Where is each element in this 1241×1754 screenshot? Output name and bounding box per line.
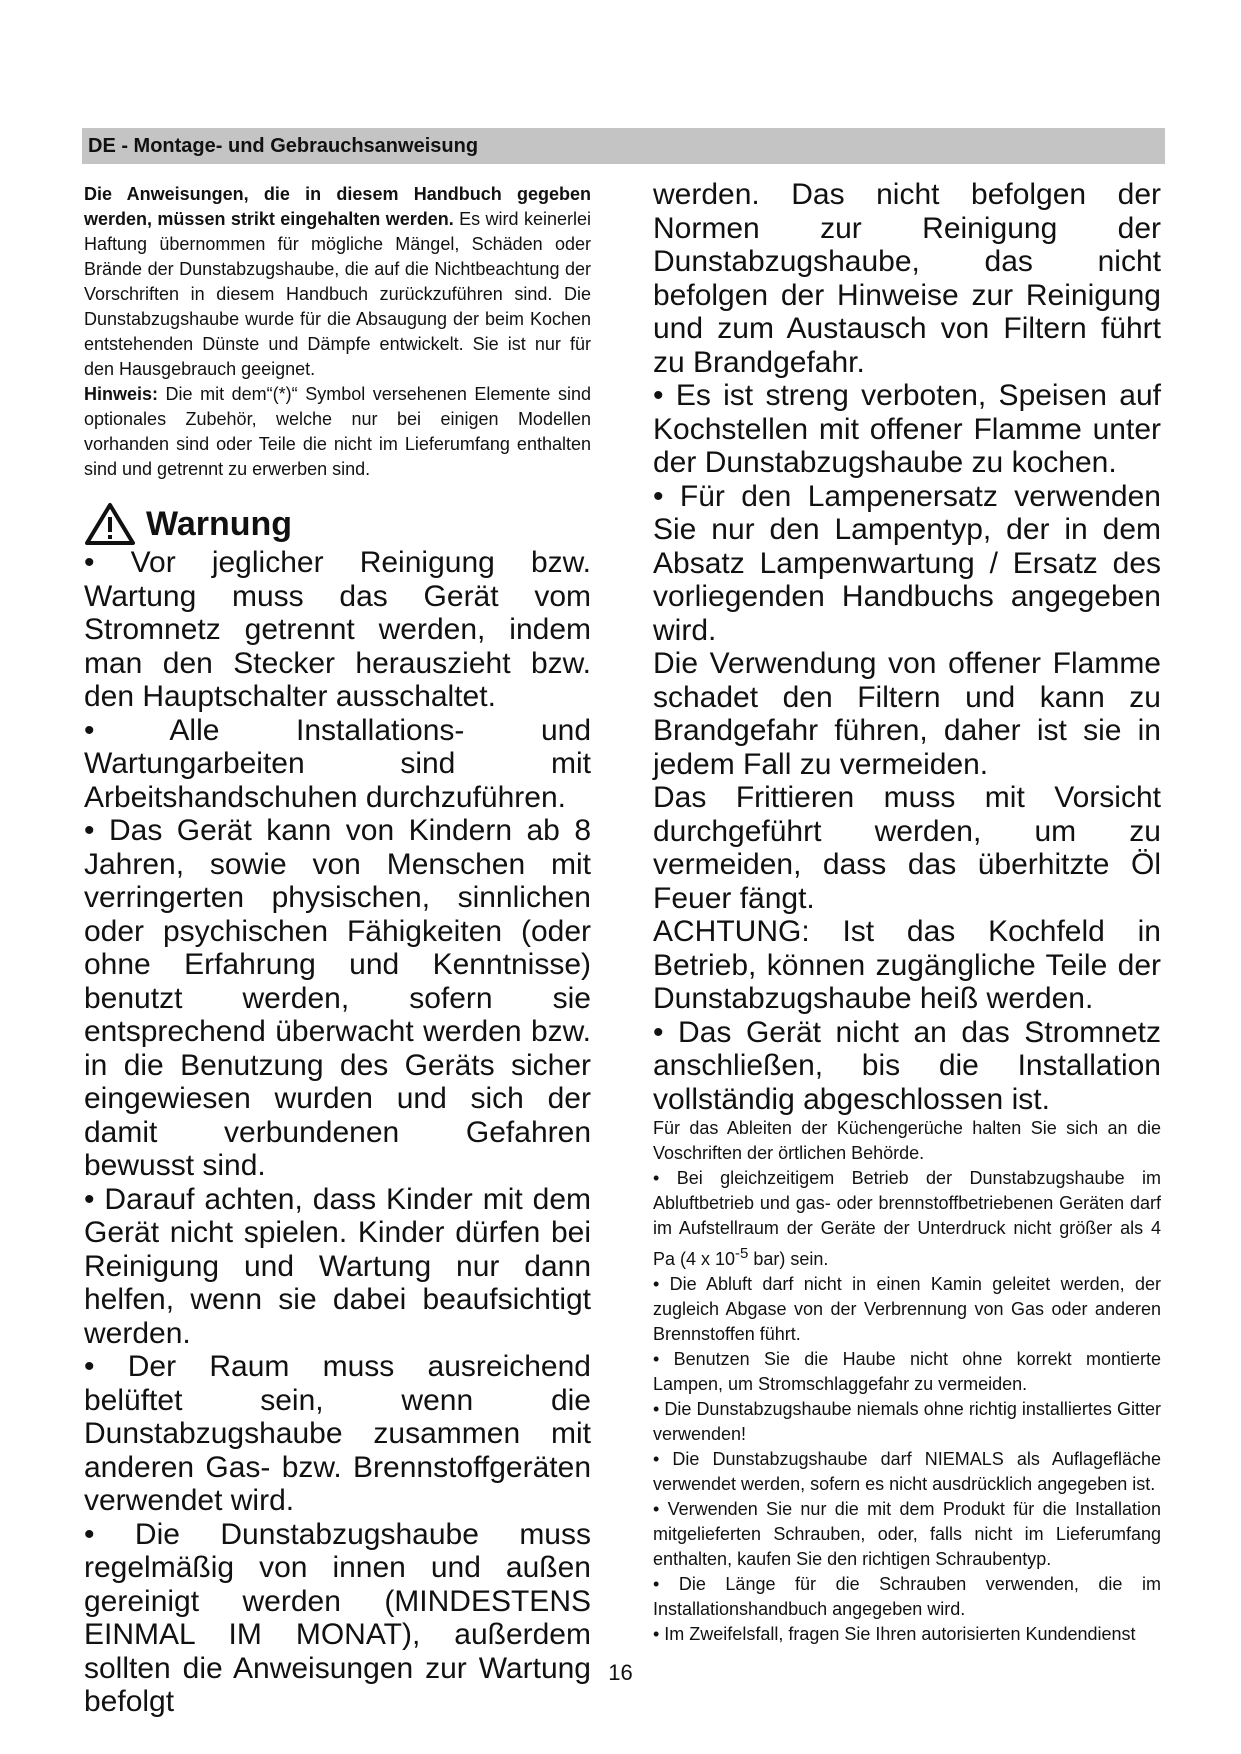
small-paragraph: • Die Dunstabzugshaube darf NIEMALS als Auflagefläche verwendet werden, sofern es nicht ausdrücklich angegeben ist. [653,1449,1161,1494]
small-paragraph: • Die Dunstabzugshaube niemals ohne richtig installiertes Gitter verwenden! [653,1399,1161,1444]
small-paragraph: • Im Zweifelsfall, fragen Sie Ihren autorisierten Kundendienst [653,1624,1136,1644]
warning-paragraph: • Für den Lampenersatz verwenden Sie nur den Lampentyp, der in dem Absatz Lampenwartung / Ersatz des vorliegenden Handbuchs angegeben wird. [653,479,1161,647]
warning-paragraph: Die Verwendung von offener Flamme schadet den Filtern und kann zu Brandgefahr führen, daher ist sie in jedem Fall zu vermeiden. [653,647,1161,781]
warning-paragraph: werden. Das nicht befolgen der Normen zur Reinigung der Dunstabzugshaube, das nicht befolgen der Hinweise zur Reinigung und zum Austausch von Filtern führt zu Brandgefahr. [653,178,1161,379]
right-column [653,178,1161,1647]
page-number: 16 [608,1660,633,1685]
warning-paragraph: • Das Gerät nicht an das Stromnetz anschließen, bis die Installation vollständig abgeschlossen ist. [653,1015,1161,1116]
section-header [82,128,1165,164]
note-paragraph [84,382,591,482]
warning-paragraph: • Vor jeglicher Reinigung bzw. Wartung muss das Gerät vom Stromnetz getrennt werden, indem man den Stecker herauszieht bzw. den Hauptschalter ausschaltet. [84,546,591,713]
warning-title: Warnung [146,504,293,543]
section-title: DE - Montage- und Gebrauchsanweisung [88,135,479,157]
intro-paragraph [84,182,591,382]
warning-paragraph: Das Frittieren muss mit Vorsicht durchgeführt werden, um zu vermeiden, dass das überhitzte Öl Feuer fängt. [653,781,1161,915]
small-paragraph: • Verwenden Sie nur die mit dem Produkt für die Installation mitgelieferten Schrauben, oder, falls nicht im Lieferumfang enthalten, kaufen Sie den richtigen Schraubentyp. [653,1499,1161,1569]
warning-triangle-icon [84,502,136,546]
intro-text: Es wird keinerlei Haftung übernommen für mögliche Mängel, Schäden oder Brände der Dunstabzugshaube, die auf die Nichtbeachtung der Vorschriften in diesem Handbuch zurückzuführen sind. Die Dunstabzugshaube wurde für die Absaugung der beim Kochen entstehenden Dünste und Dämpfe entwickelt. Sie ist nur für den Hausgebrauch geeignet. [84,209,591,379]
warning-paragraph: ACHTUNG: Ist das Kochfeld in Betrieb, können zugängliche Teile der Dunstabzugshaube heiß werden. [653,915,1161,1015]
warning-paragraph: • Das Gerät kann von Kindern ab 8 Jahren, sowie von Menschen mit verringerten physischen, sinnlichen oder psychischen Fähigkeiten (oder ohne Erfahrung und Kenntnisse) benutzt werden, sofern sie entsprechend überwacht werden bzw. in die Benutzung des Geräts sicher eingewiesen wurden und sich der damit verbundenen Gefahren bewusst sind. [84,814,591,1182]
warning-paragraph: • Die Dunstabzugshaube muss regelmäßig von innen und außen gereinigt werden (MINDESTENS EINMAL IM MONAT), außerdem sollten die Anweisungen zur Wartung befolgt [84,1517,591,1718]
small-paragraph: Für das Ableiten der Küchengerüche halten Sie sich an die Voschriften der örtlichen Behörde. [653,1118,1161,1163]
small-paragraph: • Benutzen Sie die Haube nicht ohne korrekt montierte Lampen, um Stromschlaggefahr zu vermeiden. [653,1349,1161,1394]
warning-paragraph: • Alle Installations- und Wartungarbeiten sind mit Arbeitshandschuhen durchzuführen. [84,713,591,814]
warning-paragraph: • Der Raum muss ausreichend belüftet sein, wenn die Dunstabzugshaube zusammen mit anderen Gas- bzw. Brennstoffgeräten verwendet wird. [84,1350,591,1517]
note-text: Die mit dem“(*)“ Symbol versehenen Elemente sind optionales Zubehör, welche nur bei einigen Modellen vorhanden sind oder Teile die nicht im Lieferumfang enthalten sind und getrennt zu erwerben sind. [84,384,591,479]
left-column [84,182,591,1719]
note-label: Hinweis: [84,384,159,404]
small-paragraph: • Die Länge für die Schrauben verwenden, die im Installationshandbuch angegeben wird. [653,1574,1161,1619]
warning-heading [84,502,591,546]
warning-paragraph: • Darauf achten, dass Kinder mit dem Gerät nicht spielen. Kinder dürfen bei Reinigung und Wartung nur dann helfen, wenn sie dabei beaufsichtigt werden. [84,1182,591,1350]
pressure-unit: bar) sein. [748,1249,829,1269]
small-paragraph: • Die Abluft darf nicht in einen Kamin geleitet werden, der zugleich Abgase von der Verbrennung von Gas oder anderen Brennstoffen führt. [653,1274,1161,1344]
pressure-exponent: -5 [735,1245,749,1262]
intro-bold: Die Anweisungen, die in diesem Handbuch gegeben werden, müssen strikt eingehalten werden. [84,184,591,229]
pressure-text: • Bei gleichzeitigem Betrieb der Dunstabzugshaube im Abluftbetrieb und gas- oder brennstoffbetriebenen Geräten darf im Aufstellraum der Geräte der Unterdruck nicht größer als 4 Pa (4 x 10 [653,1168,1161,1269]
warning-paragraph: • Es ist streng verboten, Speisen auf Kochstellen mit offener Flamme unter der Dunstabzugshaube zu kochen. [653,379,1161,479]
pressure-paragraph [653,1166,1161,1272]
